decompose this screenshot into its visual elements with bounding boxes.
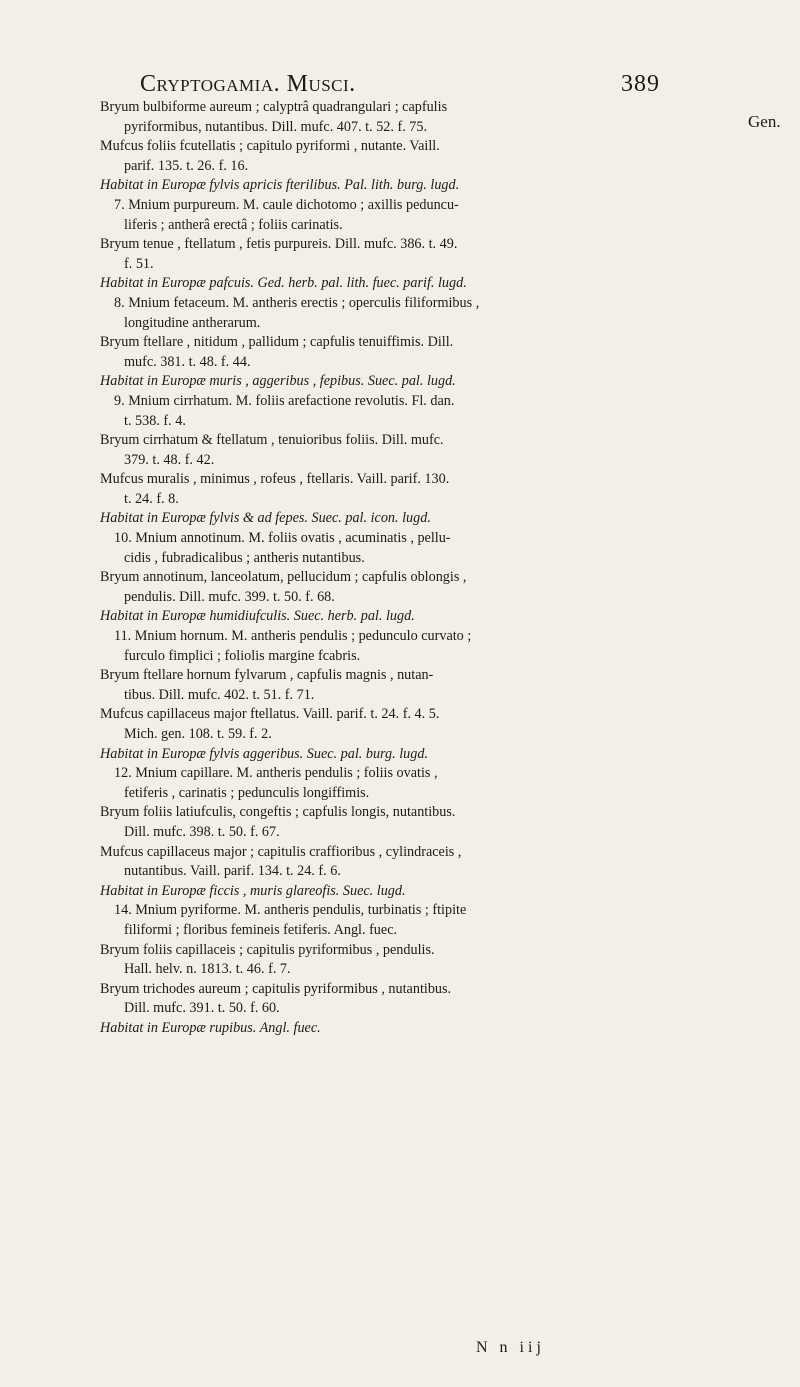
synonym-line: pendulis. Dill. mufc. 399. t. 50. f. 68.: [124, 588, 335, 605]
signature-mark: N n iij: [476, 1339, 545, 1356]
synonym-line: parif. 135. t. 26. f. 16.: [124, 157, 249, 174]
synonym-line: Dill. mufc. 391. t. 50. f. 60.: [124, 1000, 280, 1017]
habitat-line: Habitat in Europæ humidiufculis. Suec. herb. pal. lugd.: [100, 608, 415, 625]
synonym-line: Dill. mufc. 398. t. 50. f. 67.: [124, 823, 280, 840]
species-entry-line: 14. Mnium pyriforme. M. antheris pendulis, turbinatis ; ftipite: [114, 902, 467, 919]
synonym-line: pyriformibus, nutantibus. Dill. mufc. 407. t. 52. f. 75.: [124, 118, 428, 135]
synonym-line: tibus. Dill. mufc. 402. t. 51. f. 71.: [124, 686, 315, 703]
habitat-line: Habitat in Europæ pafcuis. Ged. herb. pal. lith. fuec. parif. lugd.: [100, 275, 467, 292]
synonym-line: Mufcus capillaceus major ftellatus. Vaill. parif. t. 24. f. 4. 5.: [100, 706, 440, 723]
page-number: 389: [621, 71, 660, 97]
synonym-line: t. 538. f. 4.: [124, 412, 186, 429]
synonym-line: Bryum tenue , ftellatum , fetis purpureis. Dill. mufc. 386. t. 49.: [100, 236, 458, 253]
synonym-line: Mufcus foliis fcutellatis ; capitulo pyriformi , nutante. Vaill.: [100, 138, 440, 155]
species-entry-line: 9. Mnium cirrhatum. M. foliis arefactione revolutis. Fl. dan.: [114, 392, 455, 409]
habitat-line: Habitat in Europæ fylvis aggeribus. Suec. pal. burg. lugd.: [100, 745, 429, 762]
habitat-line: Habitat in Europæ muris , aggeribus , fepibus. Suec. pal. lugd.: [100, 373, 456, 390]
synonym-line: Bryum ftellare , nitidum , pallidum ; capfulis tenuiffimis. Dill.: [100, 334, 454, 351]
synonym-line: longitudine antherarum.: [124, 314, 261, 331]
species-entry-line: 8. Mnium fetaceum. M. antheris erectis ; operculis filiformibus ,: [114, 294, 480, 311]
synonym-line: 379. t. 48. f. 42.: [124, 451, 215, 468]
page-body-text: [100, 98, 660, 1039]
synonym-line: Bryum foliis latiufculis, congeftis ; capfulis longis, nutantibus.: [100, 804, 456, 821]
habitat-line: Habitat in Europæ rupibus. Angl. fuec.: [100, 1019, 321, 1036]
synonym-line: Bryum ftellare hornum fylvarum , capfulis magnis , nutan-: [100, 667, 434, 684]
synonym-line: fetiferis , carinatis ; pedunculis longiffimis.: [124, 784, 370, 801]
synonym-line: cidis , fubradicalibus ; antheris nutantibus.: [124, 549, 365, 566]
margin-note-genus: Gen.: [748, 112, 781, 131]
running-title: Cryptogamia. Musci.: [140, 71, 356, 97]
habitat-line: Habitat in Europæ ficcis , muris glareofis. Suec. lugd.: [100, 882, 406, 899]
synonym-line: f. 51.: [124, 255, 154, 272]
synonym-line: Bryum bulbiforme aureum ; calyptrâ quadrangulari ; capfulis: [100, 99, 448, 115]
species-entry-line: 10. Mnium annotinum. M. foliis ovatis , acuminatis , pellu-: [114, 530, 451, 547]
synonym-line: filiformi ; floribus femineis fetiferis. Angl. fuec.: [124, 921, 398, 938]
habitat-line: Habitat in Europæ fylvis apricis fterilibus. Pal. lith. burg. lugd.: [100, 177, 460, 194]
species-entry-line: 7. Mnium purpureum. M. caule dichotomo ; axillis peduncu-: [114, 196, 459, 213]
synonym-line: mufc. 381. t. 48. f. 44.: [124, 353, 251, 370]
synonym-line: Bryum annotinum, lanceolatum, pellucidum ; capfulis oblongis ,: [100, 569, 467, 586]
synonym-line: nutantibus. Vaill. parif. 134. t. 24. f. 6.: [124, 863, 341, 880]
synonym-line: Hall. helv. n. 1813. t. 46. f. 7.: [124, 961, 291, 978]
synonym-line: Mufcus capillaceus major ; capitulis craffioribus , cylindraceis ,: [100, 843, 462, 860]
synonym-line: Bryum trichodes aureum ; capitulis pyriformibus , nutantibus.: [100, 980, 452, 997]
synonym-line: Bryum cirrhatum & ftellatum , tenuioribus foliis. Dill. mufc.: [100, 432, 444, 449]
habitat-line: Habitat in Europæ fylvis & ad fepes. Suec. pal. icon. lugd.: [100, 510, 431, 527]
synonym-line: t. 24. f. 8.: [124, 490, 179, 507]
synonym-line: liferis ; antherâ erectâ ; foliis carinatis.: [124, 216, 343, 233]
species-entry-line: 12. Mnium capillare. M. antheris pendulis ; foliis ovatis ,: [114, 765, 438, 782]
synonym-line: furculo fimplici ; foliolis margine fcabris.: [124, 647, 361, 664]
synonym-line: Bryum foliis capillaceis ; capitulis pyriformibus , pendulis.: [100, 941, 435, 958]
synonym-line: Mufcus muralis , minimus , rofeus , ftellaris. Vaill. parif. 130.: [100, 471, 450, 488]
synonym-line: Mich. gen. 108. t. 59. f. 2.: [124, 726, 272, 742]
species-entry-line: 11. Mnium hornum. M. antheris pendulis ; pedunculo curvato ;: [114, 628, 472, 645]
